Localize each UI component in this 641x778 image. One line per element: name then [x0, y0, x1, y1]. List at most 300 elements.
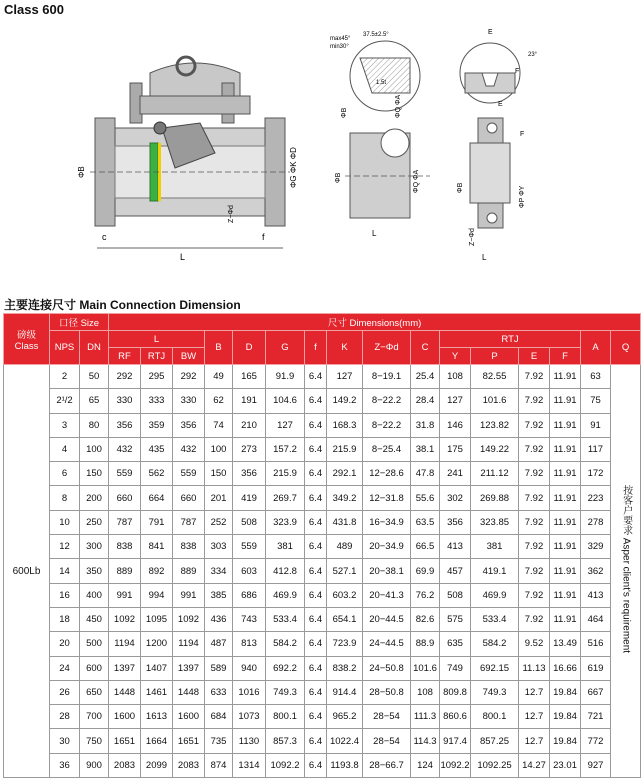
table-cell: 633: [205, 680, 233, 704]
table-cell: 1651: [109, 729, 141, 753]
svg-text:ΦB: ΦB: [335, 172, 342, 183]
table-cell: 295: [141, 365, 173, 389]
table-cell: 63.5: [411, 510, 440, 534]
table-cell: 6.4: [305, 632, 327, 656]
table-cell: 69.9: [411, 559, 440, 583]
table-cell: 330: [173, 389, 205, 413]
table-cell: 50: [80, 365, 109, 389]
table-cell: 201: [205, 486, 233, 510]
table-row: [4, 753, 641, 777]
table-cell: 333: [141, 389, 173, 413]
table-cell: 684: [205, 705, 233, 729]
table-cell: 24: [50, 656, 80, 680]
table-cell: 74: [205, 413, 233, 437]
table-cell: 654.1: [327, 607, 363, 631]
table-cell: 874: [205, 753, 233, 777]
table-cell: 857.25: [471, 729, 519, 753]
table-body: [4, 365, 641, 778]
svg-text:ΦP ΦY: ΦP ΦY: [519, 185, 526, 208]
table-cell: 20: [50, 632, 80, 656]
table-cell: 743: [233, 607, 266, 631]
table-cell: 6.4: [305, 705, 327, 729]
table-cell: 66.5: [411, 535, 440, 559]
section-title: 主要连接尺寸 Main Connection Dimension: [4, 298, 241, 312]
svg-text:ΦQ ΦA: ΦQ ΦA: [395, 94, 402, 118]
table-cell: 75: [581, 389, 611, 413]
table-cell: 12−31.8: [363, 486, 411, 510]
svg-text:c: c: [102, 232, 107, 242]
table-cell: 1130: [233, 729, 266, 753]
table-cell: 432: [109, 437, 141, 461]
table-cell: 12.7: [519, 680, 550, 704]
svg-text:ΦB: ΦB: [77, 166, 86, 178]
table-cell: 4: [50, 437, 80, 461]
svg-text:37.5±2.5°: 37.5±2.5°: [363, 32, 389, 38]
table-cell: 149.22: [471, 437, 519, 461]
table-cell: 6.4: [305, 413, 327, 437]
table-cell: 889: [109, 559, 141, 583]
table-cell: 150: [80, 462, 109, 486]
table-cell: 127: [327, 365, 363, 389]
table-cell: 211.12: [471, 462, 519, 486]
table-cell: 584.2: [266, 632, 305, 656]
table-cell: 603.2: [327, 583, 363, 607]
table-cell: 11.13: [519, 656, 550, 680]
size-header: 口径 Size: [50, 314, 109, 331]
table-cell: 31.8: [411, 413, 440, 437]
table-cell: 889: [173, 559, 205, 583]
table-cell: 91: [581, 413, 611, 437]
table-cell: 356: [109, 413, 141, 437]
b-header: B: [205, 331, 233, 365]
table-cell: 18: [50, 607, 80, 631]
table-cell: 500: [80, 632, 109, 656]
svg-text:ΦG ΦK ΦD: ΦG ΦK ΦD: [289, 147, 298, 188]
table-cell: 787: [173, 510, 205, 534]
table-cell: 323.85: [471, 510, 519, 534]
table-cell: 16.66: [550, 656, 581, 680]
dn-header: DN: [80, 331, 109, 365]
table-cell: 215.9: [266, 462, 305, 486]
table-cell: 88.9: [411, 632, 440, 656]
table-cell: 469.9: [471, 583, 519, 607]
table-cell: 686: [233, 583, 266, 607]
table-cell: 28−50.8: [363, 680, 411, 704]
table-cell: 6.4: [305, 656, 327, 680]
table-row: [4, 656, 641, 680]
table-row: [4, 729, 641, 753]
table-cell: 8: [50, 486, 80, 510]
table-cell: 49: [205, 365, 233, 389]
table-cell: 575: [440, 607, 471, 631]
table-cell: 11.91: [550, 510, 581, 534]
table-cell: 860.6: [440, 705, 471, 729]
table-cell: 24−44.5: [363, 632, 411, 656]
table-cell: 11.91: [550, 437, 581, 461]
table-cell: 7.92: [519, 486, 550, 510]
c-header: C: [411, 331, 440, 365]
table-cell: 55.6: [411, 486, 440, 510]
page-title: Class 600: [4, 2, 64, 17]
table-cell: 91.9: [266, 365, 305, 389]
table-cell: 150: [205, 462, 233, 486]
table-cell: 419: [233, 486, 266, 510]
table-cell: 36: [50, 753, 80, 777]
table-cell: 11.91: [550, 462, 581, 486]
table-cell: 127: [440, 389, 471, 413]
table-cell: 250: [80, 510, 109, 534]
table-cell: 8−22.2: [363, 413, 411, 437]
table-cell: 1613: [141, 705, 173, 729]
l-header: L: [109, 331, 205, 348]
dimensions-header: 尺寸 Dimensions(mm): [109, 314, 641, 331]
table-cell: 6.4: [305, 535, 327, 559]
table-cell: 62: [205, 389, 233, 413]
table-cell: 14: [50, 559, 80, 583]
table-cell: 3: [50, 413, 80, 437]
table-cell: 6.4: [305, 680, 327, 704]
q-remark-cell: [611, 365, 641, 778]
svg-text:E: E: [498, 101, 503, 108]
table-cell: 269.88: [471, 486, 519, 510]
svg-text:ΦQ ΦA: ΦQ ΦA: [413, 169, 420, 193]
table-cell: 965.2: [327, 705, 363, 729]
table-cell: 749: [440, 656, 471, 680]
table-cell: 323.9: [266, 510, 305, 534]
table-cell: 172: [581, 462, 611, 486]
table-cell: 20−34.9: [363, 535, 411, 559]
table-cell: 124: [411, 753, 440, 777]
p-header: P: [471, 348, 519, 365]
rtj-l-header: RTJ: [141, 348, 173, 365]
svg-text:max45°: max45°: [330, 36, 351, 42]
table-cell: 667: [581, 680, 611, 704]
table-cell: 400: [80, 583, 109, 607]
table-cell: 241: [440, 462, 471, 486]
table-cell: 8−19.1: [363, 365, 411, 389]
y-header: Y: [440, 348, 471, 365]
table-cell: 24−50.8: [363, 656, 411, 680]
class-value: 600Lb: [4, 365, 50, 778]
svg-text:F: F: [520, 131, 525, 138]
svg-text:Z−Φd: Z−Φd: [469, 228, 476, 246]
table-cell: 660: [109, 486, 141, 510]
table-cell: 413: [581, 583, 611, 607]
table-cell: 1664: [141, 729, 173, 753]
svg-text:F: F: [515, 68, 520, 75]
table-cell: 362: [581, 559, 611, 583]
table-cell: 302: [440, 486, 471, 510]
table-cell: 12: [50, 535, 80, 559]
table-cell: 28−54: [363, 705, 411, 729]
table-cell: 11.91: [550, 559, 581, 583]
table-cell: 1092: [173, 607, 205, 631]
table-cell: 562: [141, 462, 173, 486]
svg-text:23°: 23°: [528, 52, 538, 58]
table-cell: 82.55: [471, 365, 519, 389]
table-cell: 508: [233, 510, 266, 534]
table-cell: 8−25.4: [363, 437, 411, 461]
table-cell: 791: [141, 510, 173, 534]
ring-joint-detail-bottom: [457, 101, 526, 262]
table-cell: 432: [173, 437, 205, 461]
table-cell: 329: [581, 535, 611, 559]
rtj-header: RTJ: [440, 331, 581, 348]
table-cell: 527.1: [327, 559, 363, 583]
table-cell: 419.1: [471, 559, 519, 583]
table-cell: 6.4: [305, 437, 327, 461]
table-cell: 431.8: [327, 510, 363, 534]
table-cell: 38.1: [411, 437, 440, 461]
dimension-table: [3, 313, 641, 778]
e-header: E: [519, 348, 550, 365]
table-cell: 292.1: [327, 462, 363, 486]
k-header: K: [327, 331, 363, 365]
table-cell: 1397: [109, 656, 141, 680]
table-cell: 6.4: [305, 462, 327, 486]
table-cell: 146: [440, 413, 471, 437]
table-cell: 123.82: [471, 413, 519, 437]
table-cell: 356: [233, 462, 266, 486]
table-cell: 991: [173, 583, 205, 607]
table-cell: 13.49: [550, 632, 581, 656]
table-cell: 838.2: [327, 656, 363, 680]
table-cell: 2¹/2: [50, 389, 80, 413]
table-cell: 11.91: [550, 413, 581, 437]
table-cell: 800.1: [266, 705, 305, 729]
table-cell: 25.4: [411, 365, 440, 389]
table-cell: 838: [173, 535, 205, 559]
table-cell: 6.4: [305, 510, 327, 534]
table-cell: 749.3: [471, 680, 519, 704]
table-row: [4, 389, 641, 413]
table-cell: 650: [80, 680, 109, 704]
table-cell: 927: [581, 753, 611, 777]
q-header: Q: [611, 331, 641, 365]
table-cell: 108: [411, 680, 440, 704]
table-cell: 11.91: [550, 365, 581, 389]
table-cell: 127: [266, 413, 305, 437]
table-cell: 600: [80, 656, 109, 680]
table-cell: 20−41.3: [363, 583, 411, 607]
table-row: [4, 486, 641, 510]
table-header: [4, 314, 641, 365]
table-cell: 735: [205, 729, 233, 753]
table-cell: 2: [50, 365, 80, 389]
table-row: [4, 437, 641, 461]
table-cell: 1092.25: [471, 753, 519, 777]
table-cell: 857.3: [266, 729, 305, 753]
table-cell: 11.91: [550, 535, 581, 559]
table-cell: 994: [141, 583, 173, 607]
table-cell: 28−66.7: [363, 753, 411, 777]
table-cell: 1073: [233, 705, 266, 729]
table-cell: 14.27: [519, 753, 550, 777]
table-cell: 1448: [173, 680, 205, 704]
table-cell: 23.01: [550, 753, 581, 777]
table-row: [4, 583, 641, 607]
table-cell: 1448: [109, 680, 141, 704]
table-cell: 26: [50, 680, 80, 704]
table-cell: 7.92: [519, 510, 550, 534]
table-cell: 838: [109, 535, 141, 559]
table-cell: 9.52: [519, 632, 550, 656]
table-cell: 10: [50, 510, 80, 534]
table-cell: 191: [233, 389, 266, 413]
table-cell: 1600: [109, 705, 141, 729]
table-cell: 1314: [233, 753, 266, 777]
table-cell: 6.4: [305, 559, 327, 583]
table-cell: 559: [109, 462, 141, 486]
table-cell: 1200: [141, 632, 173, 656]
table-cell: 303: [205, 535, 233, 559]
table-cell: 11.91: [550, 607, 581, 631]
table-cell: 16−34.9: [363, 510, 411, 534]
table-cell: 692.2: [266, 656, 305, 680]
table-cell: 692.15: [471, 656, 519, 680]
table-cell: 278: [581, 510, 611, 534]
table-cell: 2083: [109, 753, 141, 777]
table-cell: 1092: [109, 607, 141, 631]
table-cell: 1407: [141, 656, 173, 680]
table-cell: 210: [233, 413, 266, 437]
table-cell: 619: [581, 656, 611, 680]
table-row: [4, 365, 641, 389]
table-cell: 436: [205, 607, 233, 631]
table-cell: 63: [581, 365, 611, 389]
table-row: [4, 632, 641, 656]
table-cell: 750: [80, 729, 109, 753]
f-header: f: [305, 331, 327, 365]
svg-text:min30°: min30°: [330, 44, 349, 50]
table-cell: 6.4: [305, 583, 327, 607]
table-cell: 19.84: [550, 680, 581, 704]
table-cell: 516: [581, 632, 611, 656]
table-cell: 111.3: [411, 705, 440, 729]
table-cell: 1022.4: [327, 729, 363, 753]
table-cell: 349.2: [327, 486, 363, 510]
table-cell: 6.4: [305, 486, 327, 510]
table-cell: 269.7: [266, 486, 305, 510]
table-cell: 12.7: [519, 729, 550, 753]
table-cell: 19.84: [550, 729, 581, 753]
table-cell: 165: [233, 365, 266, 389]
table-cell: 114.3: [411, 729, 440, 753]
svg-text:ΦB: ΦB: [457, 182, 464, 193]
svg-text:1.5t: 1.5t: [376, 80, 387, 86]
table-row: [4, 413, 641, 437]
table-cell: 175: [440, 437, 471, 461]
table-cell: 381: [471, 535, 519, 559]
table-cell: 108: [440, 365, 471, 389]
nps-header: NPS: [50, 331, 80, 365]
table-cell: 1651: [173, 729, 205, 753]
table-cell: 292: [173, 365, 205, 389]
table-cell: 6.4: [305, 389, 327, 413]
svg-text:Z−Φd: Z−Φd: [228, 205, 235, 223]
table-cell: 1600: [173, 705, 205, 729]
table-cell: 334: [205, 559, 233, 583]
table-cell: 215.9: [327, 437, 363, 461]
table-cell: 7.92: [519, 559, 550, 583]
valve-drawings: [0, 18, 623, 278]
table-cell: 991: [109, 583, 141, 607]
table-cell: 435: [141, 437, 173, 461]
table-cell: 2083: [173, 753, 205, 777]
table-cell: 82.6: [411, 607, 440, 631]
table-cell: 7.92: [519, 583, 550, 607]
table-cell: 809.8: [440, 680, 471, 704]
table-cell: 413: [440, 535, 471, 559]
table-cell: 20−38.1: [363, 559, 411, 583]
table-cell: 104.6: [266, 389, 305, 413]
table-cell: 664: [141, 486, 173, 510]
table-cell: 100: [80, 437, 109, 461]
table-cell: 772: [581, 729, 611, 753]
class-header: 磅级 Class: [4, 314, 50, 365]
table-cell: 11.91: [550, 389, 581, 413]
table-row: [4, 462, 641, 486]
table-cell: 47.8: [411, 462, 440, 486]
table-cell: 603: [233, 559, 266, 583]
table-cell: 19.84: [550, 705, 581, 729]
table-cell: 589: [205, 656, 233, 680]
table-cell: 813: [233, 632, 266, 656]
table-cell: 7.92: [519, 389, 550, 413]
table-cell: 7.92: [519, 437, 550, 461]
table-cell: 28−54: [363, 729, 411, 753]
table-cell: 412.8: [266, 559, 305, 583]
table-cell: 489: [327, 535, 363, 559]
table-cell: 1193.8: [327, 753, 363, 777]
table-cell: 2099: [141, 753, 173, 777]
rf-header: RF: [109, 348, 141, 365]
table-cell: 940: [233, 656, 266, 680]
table-cell: 20−44.5: [363, 607, 411, 631]
table-cell: 487: [205, 632, 233, 656]
table-cell: 800.1: [471, 705, 519, 729]
table-cell: 6.4: [305, 753, 327, 777]
table-cell: 6: [50, 462, 80, 486]
table-cell: 1016: [233, 680, 266, 704]
table-cell: 350: [80, 559, 109, 583]
table-cell: 273: [233, 437, 266, 461]
table-row: [4, 559, 641, 583]
table-row: [4, 607, 641, 631]
table-cell: 892: [141, 559, 173, 583]
f-rtj-header: F: [550, 348, 581, 365]
table-row: [4, 535, 641, 559]
svg-text:E: E: [488, 29, 493, 36]
table-cell: 356: [173, 413, 205, 437]
table-cell: 30: [50, 729, 80, 753]
table-cell: 80: [80, 413, 109, 437]
main-valve-view: [77, 57, 298, 262]
table-cell: 330: [109, 389, 141, 413]
table-cell: 6.4: [305, 729, 327, 753]
table-cell: 723.9: [327, 632, 363, 656]
table-cell: 7.92: [519, 413, 550, 437]
q-remark: 按客户要求 Asper client's requirement: [620, 485, 632, 654]
d-header: D: [233, 331, 266, 365]
table-cell: 914.4: [327, 680, 363, 704]
table-cell: 157.2: [266, 437, 305, 461]
weld-end-detail-top: [330, 32, 420, 118]
svg-text:f: f: [262, 232, 265, 242]
table-cell: 300: [80, 535, 109, 559]
table-cell: 76.2: [411, 583, 440, 607]
table-cell: 1095: [141, 607, 173, 631]
